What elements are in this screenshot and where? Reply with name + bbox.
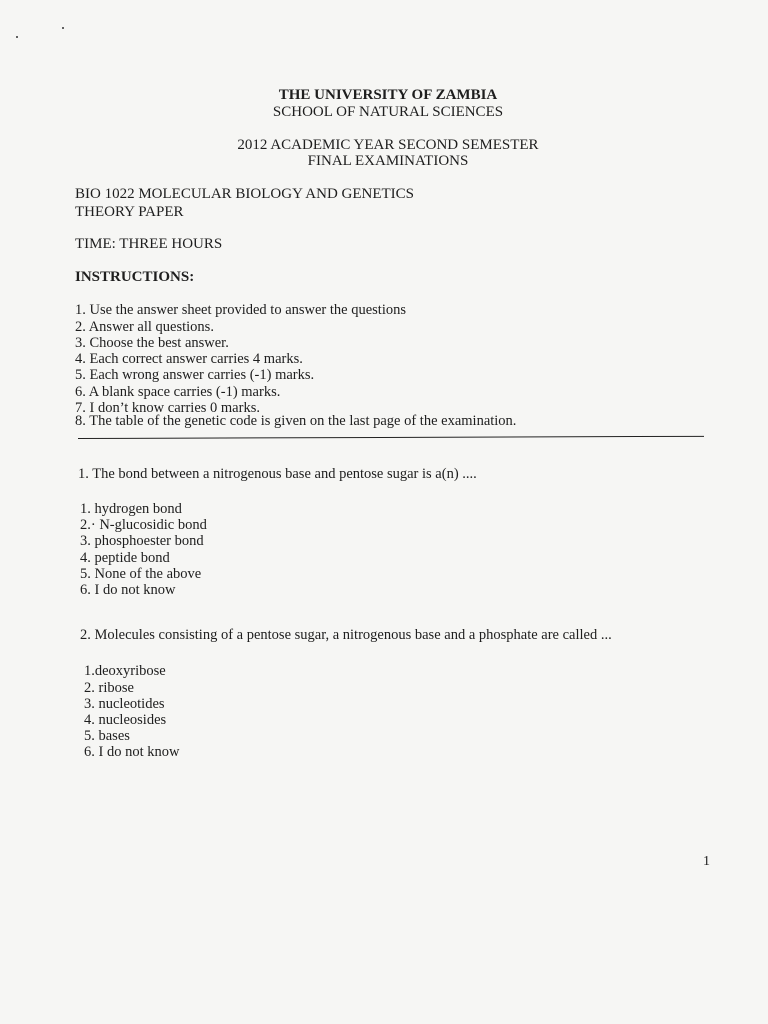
question-2-option: 4. nucleosides (84, 712, 167, 728)
question-1-option: 5. None of the above (80, 566, 202, 582)
question-1-option: 3. phosphoester bond (80, 533, 204, 549)
exam-time: TIME: THREE HOURS (75, 236, 223, 252)
instruction-item: 4. Each correct answer carries 4 marks. (75, 351, 303, 367)
question-2-option: 3. nucleotides (84, 696, 165, 712)
scan-speck (62, 27, 64, 29)
instruction-item: 1. Use the answer sheet provided to answer the questions (75, 302, 407, 318)
instruction-item: 3. Choose the best answer. (75, 335, 229, 351)
section-divider (78, 436, 704, 439)
question-1-option: 1. hydrogen bond (80, 501, 182, 517)
question-2-option: 6. I do not know (84, 744, 180, 760)
school-name: SCHOOL OF NATURAL SCIENCES (272, 104, 504, 120)
question-2-option: 2. ribose (84, 680, 134, 696)
exam-type: FINAL EXAMINATIONS (307, 153, 469, 169)
instruction-item: 8. The table of the genetic code is given on the last page of the examination. (75, 413, 517, 429)
paper-type: THEORY PAPER (75, 204, 184, 220)
instruction-item: 2. Answer all questions. (75, 319, 214, 335)
scan-speck (16, 36, 18, 38)
question-1-option: 2.· N-glucosidic bond (80, 517, 207, 533)
instruction-item: 6. A blank space carries (-1) marks. (75, 384, 281, 400)
question-1-option: 4. peptide bond (80, 550, 170, 566)
year-semester: 2012 ACADEMIC YEAR SECOND SEMESTER (237, 137, 539, 153)
question-2-option: 1.deoxyribose (84, 663, 166, 679)
question-2-option: 5. bases (84, 728, 130, 744)
question-2-stem: 2. Molecules consisting of a pentose sugar, a nitrogenous base and a phosphate are called ... (80, 627, 612, 643)
instruction-item: 7. I don’t know carries 0 marks. (75, 400, 260, 416)
question-1-option: 6. I do not know (80, 582, 176, 598)
university-name: THE UNIVERSITY OF ZAMBIA (278, 87, 498, 103)
question-1-stem: 1. The bond between a nitrogenous base and pentose sugar is a(n) .... (78, 466, 477, 482)
instruction-item: 5. Each wrong answer carries (-1) marks. (75, 367, 315, 383)
page-number: 1 (703, 854, 710, 869)
instructions-heading: INSTRUCTIONS: (75, 269, 195, 285)
course-title: BIO 1022 MOLECULAR BIOLOGY AND GENETICS (75, 186, 415, 202)
